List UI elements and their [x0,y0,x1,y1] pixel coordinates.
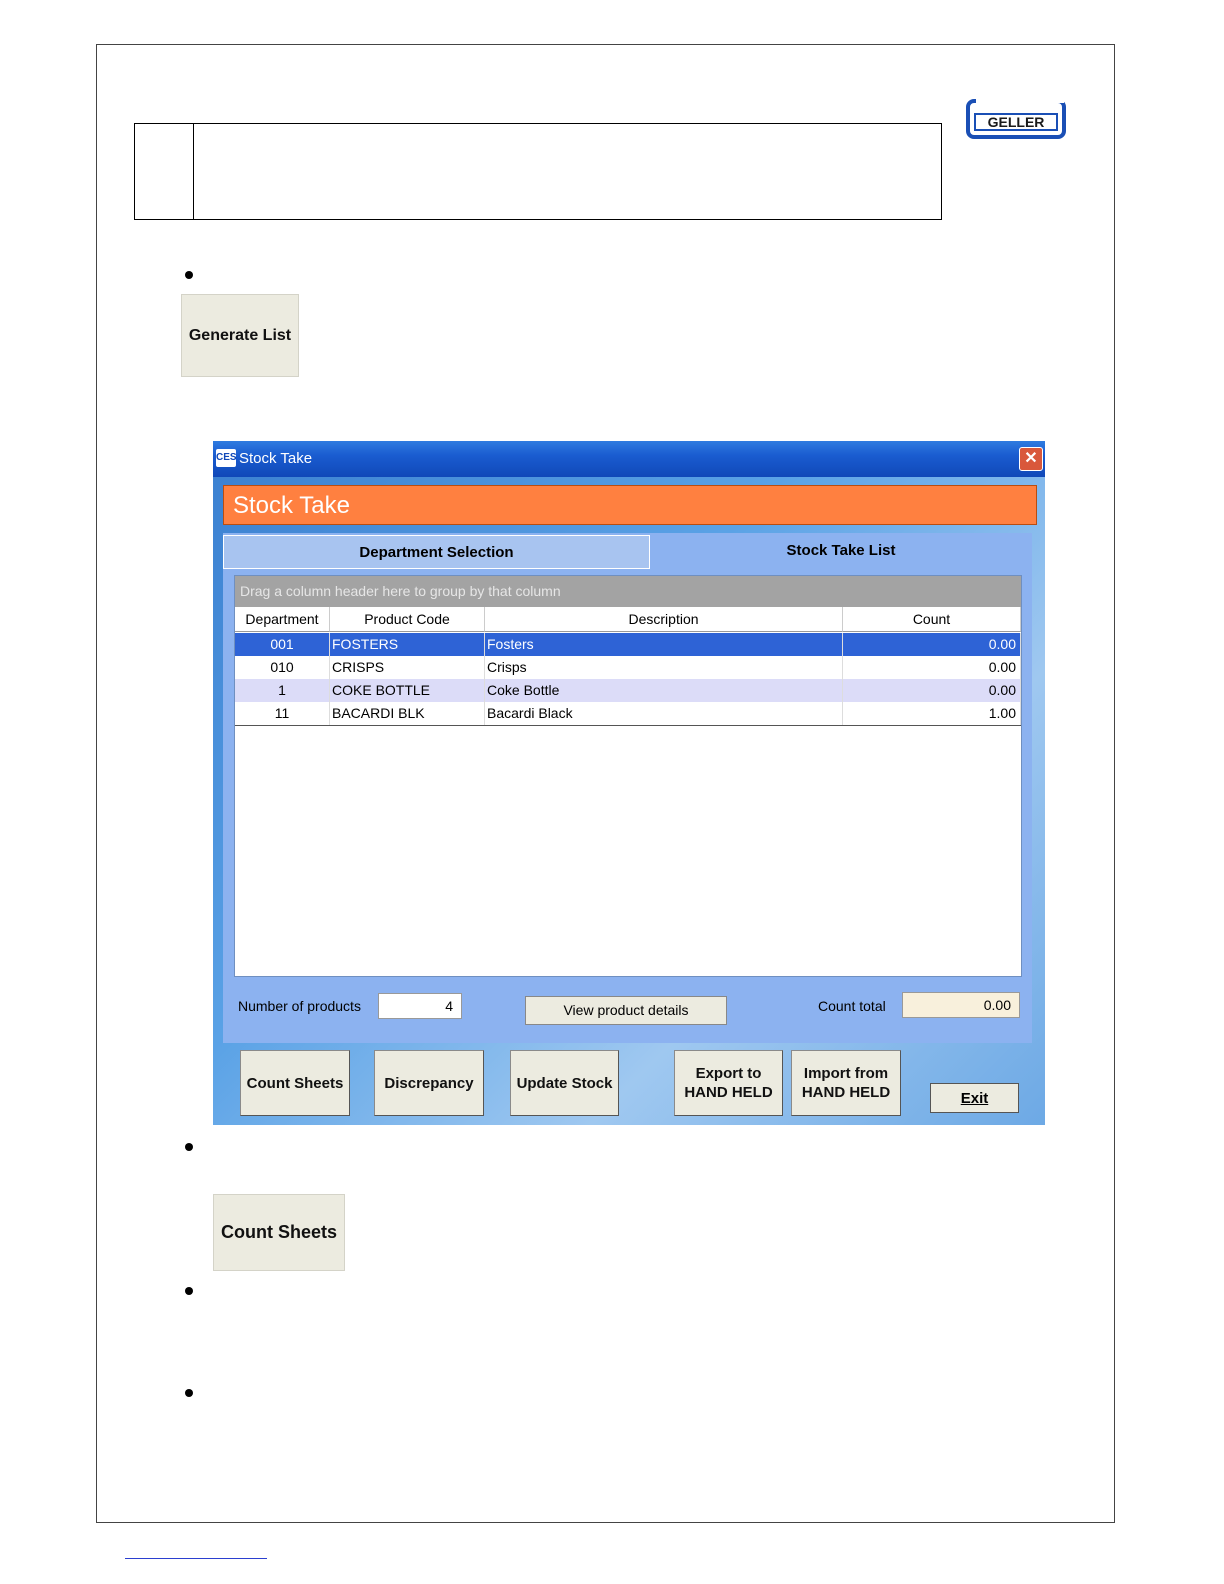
number-of-products-label: Number of products [238,998,361,1014]
count-sheets-doc-button[interactable]: Count Sheets [213,1194,345,1271]
cell-description: Bacardi Black [485,702,843,725]
export-label-line2: HAND HELD [684,1084,773,1101]
header-divider [193,124,194,219]
view-product-details-button[interactable]: View product details [525,996,727,1025]
stock-take-window [213,441,1045,1125]
cell-count: 1.00 [843,702,1021,725]
geller-logo [966,97,1066,139]
import-from-handheld-button[interactable] [791,1050,901,1116]
import-label-line2: HAND HELD [801,1084,891,1101]
cell-count: 0.00 [843,633,1021,656]
bullet-3 [185,1287,193,1295]
export-label-line1: Export to [695,1065,762,1082]
cell-description: Crisps [485,656,843,679]
stock-grid [234,575,1022,977]
window-title: Stock Take [239,450,313,467]
table-row[interactable] [235,633,1021,656]
cell-count: 0.00 [843,656,1021,679]
number-of-products-field: 4 [378,993,462,1019]
column-header-product-code[interactable]: Product Code [330,607,485,632]
cell-description: Fosters [485,633,843,656]
cell-count: 0.00 [843,679,1021,702]
table-row[interactable] [235,656,1021,679]
banner-title: Stock Take [233,492,350,519]
tab-stock-take-list[interactable]: Stock Take List [650,533,1032,567]
exit-button[interactable] [930,1083,1019,1113]
exit-label: Exit [960,1089,989,1107]
cell-product-code: BACARDI BLK [330,702,485,725]
count-total-field: 0.00 [902,992,1020,1018]
banner [223,485,1037,525]
generate-list-button[interactable]: Generate List [181,294,299,377]
cell-product-code: FOSTERS [330,633,485,656]
cell-department: 1 [235,679,330,702]
cell-department: 11 [235,702,330,725]
cell-product-code: CRISPS [330,656,485,679]
footer-rule [125,1558,267,1559]
tab-department-selection[interactable]: Department Selection [223,535,650,569]
discrepancy-button[interactable]: Discrepancy [374,1050,484,1116]
app-icon: CES [216,449,236,467]
cell-department: 001 [235,633,330,656]
bullet-4 [185,1389,193,1397]
table-row[interactable] [235,679,1021,702]
column-header-description[interactable]: Description [485,607,843,632]
header-table [134,123,942,220]
title-bar [213,441,1045,477]
count-sheets-button[interactable]: Count Sheets [240,1050,350,1116]
cell-description: Coke Bottle [485,679,843,702]
count-total-label: Count total [818,998,886,1014]
cell-product-code: COKE BOTTLE [330,679,485,702]
update-stock-button[interactable]: Update Stock [510,1050,619,1116]
table-row[interactable] [235,702,1021,726]
bullet-2 [185,1143,193,1151]
group-by-bar[interactable]: Drag a column header here to group by that column [235,576,1021,607]
bullet-1 [185,271,193,279]
export-to-handheld-button[interactable] [674,1050,783,1116]
import-label-line1: Import from [803,1065,889,1082]
close-icon[interactable]: ✕ [1019,447,1043,471]
logo-text: GELLER [987,114,1045,130]
main-panel [223,533,1032,1043]
cell-department: 010 [235,656,330,679]
column-header-count[interactable]: Count [843,607,1021,632]
column-header-department[interactable]: Department [235,607,330,632]
